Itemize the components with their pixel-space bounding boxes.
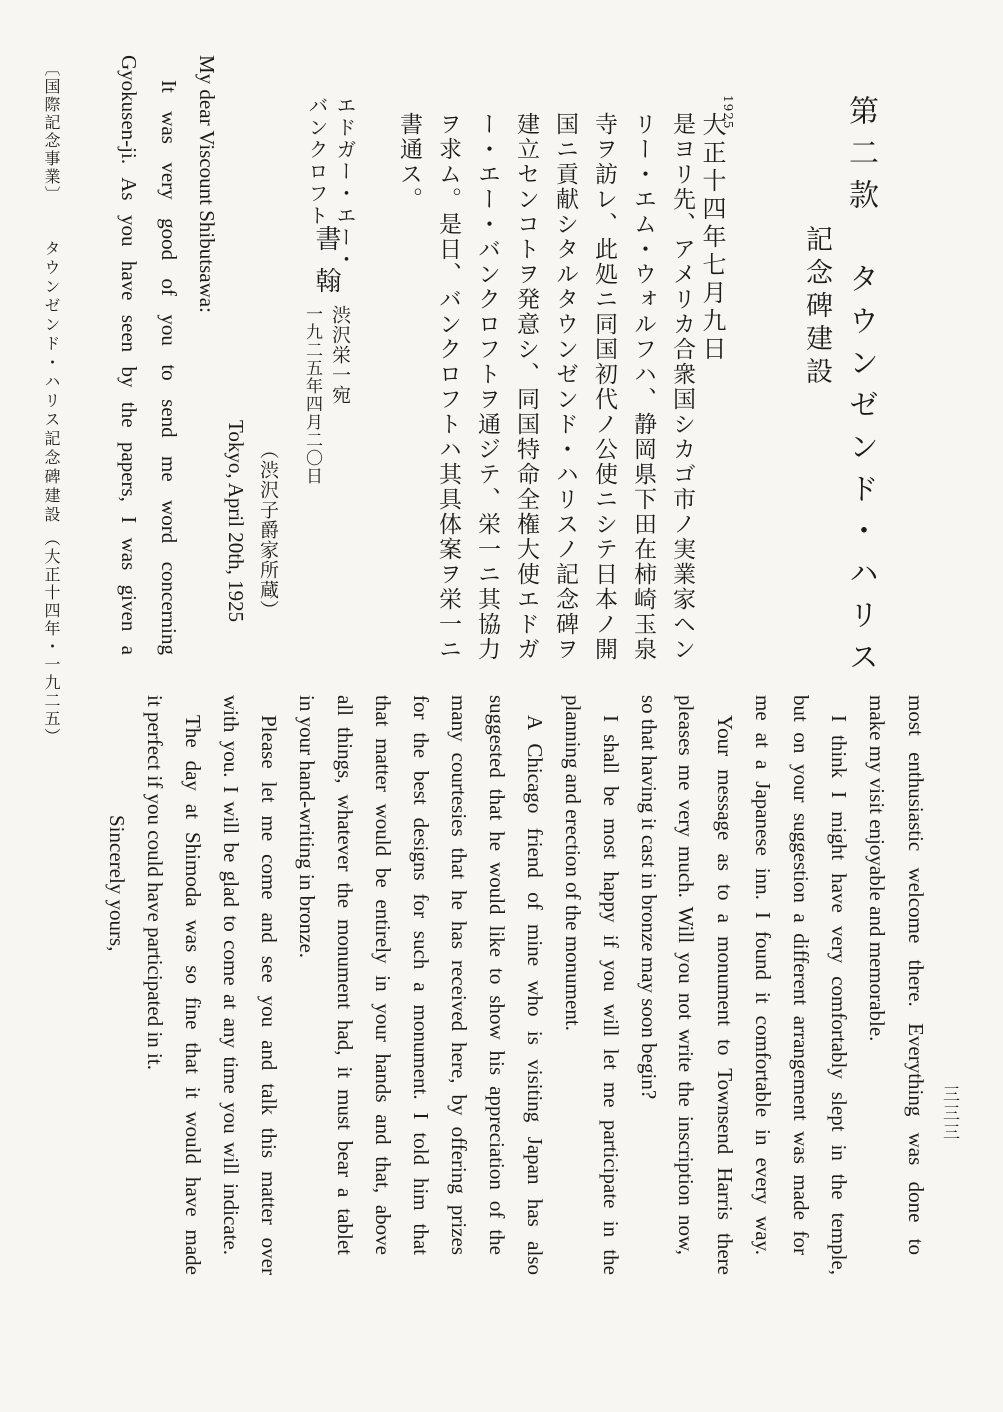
letter-line: all things, whatever the monument had, it must bear a tablet [333, 695, 357, 1255]
sender-name-line: エドガー・エー・ [333, 95, 357, 271]
letter-line: It was very good of you to send me word concerning [157, 80, 181, 655]
letter-line: The day at Shimoda was so fine that it would have made [181, 715, 205, 1275]
letter-line: many courtesies that he has received here, by offering prizes [447, 695, 471, 1255]
section-subtitle: 記念碑建設 [801, 225, 832, 390]
letter-line: Gyokusen-ji. As you have seen by the papers, I was given a [117, 55, 141, 655]
document-type: 書翰 [311, 225, 341, 309]
body-line: 是ヨリ先、アメリカ合衆国シカゴ市ノ実業家ヘン [669, 112, 695, 662]
letter-line: I shall be most happy if you will let me participate in the [599, 715, 623, 1275]
letter-line: so that having it cast in bronze may soon begin? [637, 695, 661, 1100]
letter-line: A Chicago friend of mine who is visiting Japan has also [523, 715, 547, 1275]
letter-line: but on your suggestion a different arrangement was made for [789, 695, 813, 1255]
letter-line: planning and erection of the monument. [561, 695, 585, 1031]
letter-line: in your hand-writing in bronze. [295, 695, 319, 959]
letter-date: Tokyo, April 20th, 1925 [224, 420, 248, 623]
western-year-annotation: 1925 [721, 95, 735, 130]
running-head-year: （大正十四年・一九二五） [42, 530, 61, 746]
letter-line: for the best designs for such a monument. I told him that [409, 695, 433, 1255]
body-line: 国ニ貢献シタルタウンゼンド・ハリスノ記念碑ヲ [552, 112, 578, 662]
letter-line: I think I might have very comfortably slept in the temple, [827, 715, 851, 1275]
letter-line: make my visit enjoyable and memorable. [865, 695, 889, 1042]
letter-line: Your message as to a monument to Townsend Harris there [713, 715, 737, 1275]
archive-note: （渋沢子爵家所蔵） [257, 440, 279, 620]
recipient-date: 一九二五年四月二〇日 [302, 305, 322, 485]
body-line: ー・エー・バンクロフトヲ通ジテ、栄一ニ其協力 [474, 112, 500, 662]
body-line: 書通ス。 [396, 112, 422, 212]
body-line: ヲ求ム。是日、バンクロフトハ其具体案ヲ栄一ニ [435, 112, 461, 662]
running-head-title: タウンゼンド・ハリス記念碑建設 [42, 240, 61, 525]
letter-line: suggested that he would like to show his appreciation of the [485, 695, 509, 1255]
letter-closing: Sincerely yours, [105, 815, 129, 952]
letter-line: Please let me come and see you and talk this matter over [257, 715, 281, 1275]
letter-line: most enthusiastic welcome there. Everything was done to [904, 695, 928, 1255]
recipient: 渋沢栄一宛 [329, 305, 351, 405]
page-number: 三三三 [939, 1085, 959, 1142]
body-line: 寺ヲ訪レ、此処ニ同国初代ノ公使ニシテ日本ノ開 [591, 112, 617, 662]
letter-line: that matter would be entirely in your hands and that, above [371, 695, 395, 1255]
letter-line: pleases me very much. Will you not write the inscription now, [674, 695, 698, 1255]
letter-line: it perfect if you could have participated in it. [143, 695, 167, 1070]
sender-name-line: バンクロフト [305, 95, 329, 227]
body-line: 建立センコトヲ発意シ、同国特命全権大使エドガ [513, 112, 539, 662]
body-line: リー・エム・ウォルフハ、静岡県下田在柿崎玉泉 [630, 112, 656, 662]
entry-date: 大正十四年七月九日 [698, 112, 726, 364]
section-heading: 第二款 タウンゼンド・ハリス [843, 95, 878, 683]
running-head-section: 〔国際記念事業〕 [42, 60, 61, 204]
letter-salutation: My dear Viscount Shibutsawa: [195, 55, 219, 313]
letter-line: with you. I will be glad to come at any time you will indicate. [219, 695, 243, 1255]
letter-line: me at a Japanese inn. I found it comfortable in every way. [751, 695, 775, 1255]
